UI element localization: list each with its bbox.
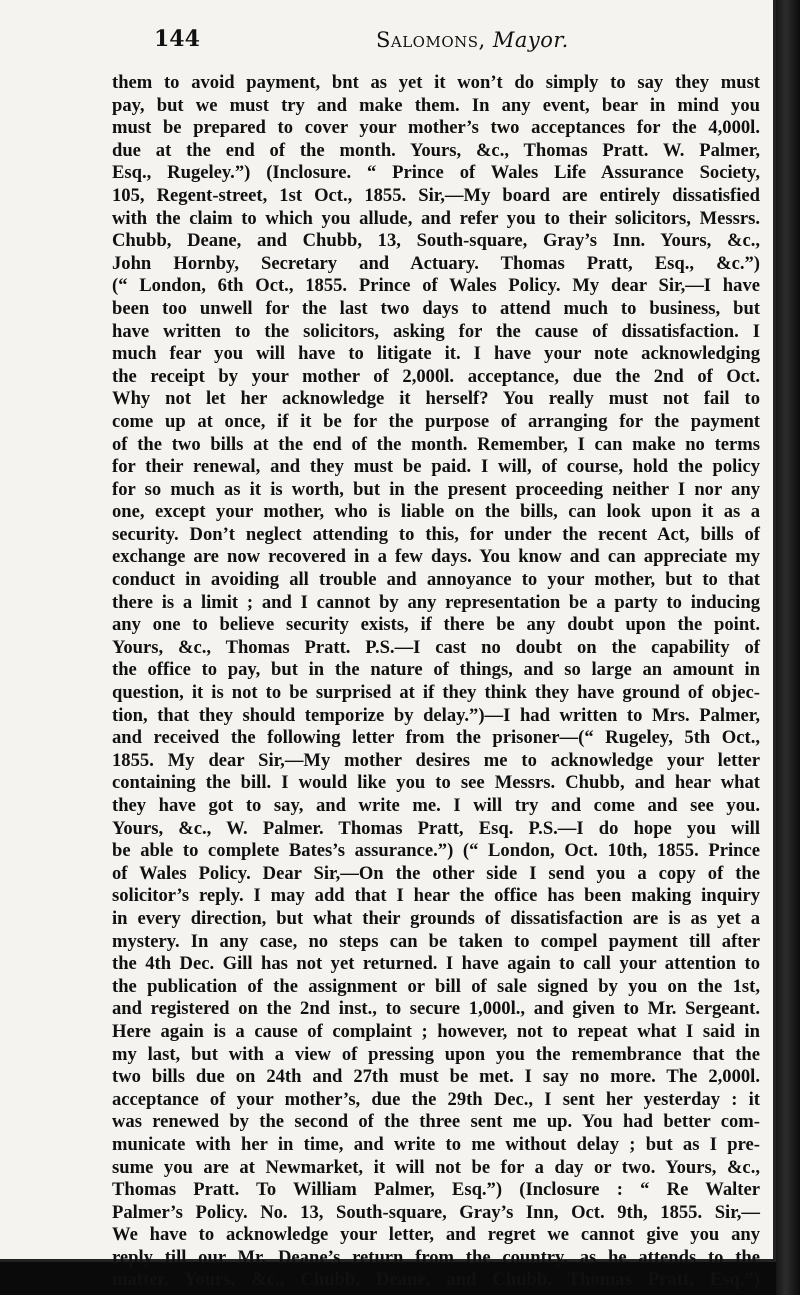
text-line: Why not let her acknowledge it herself? You really must not fail to (112, 388, 760, 410)
text-line: Esq., Rugeley.”) (Inclosure. “ Prince of Wales Life Assurance Society, (112, 162, 760, 184)
text-line: due at the end of the month. Yours, &c., Thomas Pratt. W. Palmer, (112, 139, 760, 161)
text-line: been too unwell for the last two days to attend much to business, but (112, 297, 760, 319)
text-line: solicitor’s reply. I may add that I hear the office has been making inquiry (112, 885, 760, 907)
text-line: and registered on the 2nd inst., to secure 1,000l., and given to Mr. Sergeant. (112, 998, 760, 1020)
text-line: Thomas Pratt. To William Palmer, Esq.”) (Inclosure : “ Re Walter (112, 1179, 760, 1201)
text-line: reply till our Mr. Deane’s return from the country, as he attends to the (112, 1246, 760, 1268)
text-line: be able to complete Bates’s assurance.”) (“ London, Oct. 10th, 1855. Prince (112, 840, 760, 862)
text-line: come up at once, if it be for the purpose of arranging for the payment (112, 410, 760, 432)
text-line: We have to acknowledge your letter, and regret we cannot give you any (112, 1224, 760, 1246)
text-line: John Hornby, Secretary and Actuary. Thomas Pratt, Esq., &c.”) (112, 252, 760, 274)
text-line: Here again is a cause of complaint ; however, not to repeat what I said in (112, 1020, 760, 1042)
text-line: my last, but with a view of pressing upon you the remembrance that the (112, 1043, 760, 1065)
text-line: pay, but we must try and make them. In any event, bear in mind you (112, 94, 760, 116)
text-line: (“ London, 6th Oct., 1855. Prince of Wales Policy. My dear Sir,—I have (112, 275, 760, 297)
text-line: acceptance of your mother’s, due the 29th Dec., I sent her yesterday : it (112, 1088, 760, 1110)
running-head-title: Mayor. (492, 28, 569, 52)
page-header (150, 26, 733, 58)
text-line: for so much as it is worth, but in the present proceeding neither I nor any (112, 478, 760, 500)
text-line: the publication of the assignment or bill of sale signed by you on the 1st, (112, 975, 760, 997)
text-line: 105, Regent-street, 1st Oct., 1855. Sir,—My board are entirely dissatisfied (112, 184, 760, 206)
text-line: the receipt by your mother of 2,000l. acceptance, due the 2nd of Oct. (112, 365, 760, 387)
text-line: the office to pay, but in the nature of things, and so large an amount in (112, 659, 760, 681)
text-line: containing the bill. I would like you to see Messrs. Chubb, and hear what (112, 772, 760, 794)
text-line: sume you are at Newmarket, it will not be for a day or two. Yours, &c., (112, 1156, 760, 1178)
text-line: conduct in avoiding all trouble and annoyance to your mother, but to that (112, 569, 760, 591)
body-text (112, 72, 760, 1292)
running-head (376, 28, 569, 52)
text-line: Yours, &c., Thomas Pratt. P.S.—I cast no doubt on the capability of (112, 636, 760, 658)
text-line: in every direction, but what their grounds of dissatisfaction are is as yet a (112, 907, 760, 929)
text-line: 1855. My dear Sir,—My mother desires me to acknowledge your letter (112, 749, 760, 771)
text-line: one, except your mother, who is liable on the bills, can look upon it as a (112, 501, 760, 523)
text-line: of the two bills at the end of the month. Remember, I can make no terms (112, 433, 760, 455)
text-line: much fear you will have to litigate it. I have your note acknowledging (112, 343, 760, 365)
text-line: for their renewal, and they must be paid. I will, of course, hold the policy (112, 456, 760, 478)
running-head-name: Salomons, (376, 28, 486, 52)
text-line: must be prepared to cover your mother’s two acceptances for the 4,000l. (112, 117, 760, 139)
page-number: 144 (154, 26, 200, 52)
text-line: have written to the solicitors, asking for the cause of dissatisfaction. I (112, 320, 760, 342)
text-line: any one to believe security exists, if there be any doubt upon the point. (112, 614, 760, 636)
text-line: exchange are now recovered in a few days. You know and can appreciate my (112, 546, 760, 568)
text-line: Chubb, Deane, and Chubb, 13, South-square, Gray’s Inn. Yours, &c., (112, 230, 760, 252)
text-line: them to avoid payment, bnt as yet it won’t do simply to say they must (112, 72, 760, 93)
text-line: the 4th Dec. Gill has not yet returned. I have again to call your attention to (112, 953, 760, 975)
text-line: tion, that they should temporize by delay.”)—I had written to Mrs. Palmer, (112, 704, 760, 726)
text-line: matter. Yours, &c., Chubb, Deane, and Chubb. Thomas Pratt, Esq.”) (112, 1269, 760, 1291)
text-line: was renewed by the second of the three sent me up. You had better com- (112, 1111, 760, 1133)
text-line: and received the following letter from the prisoner—(“ Rugeley, 5th Oct., (112, 727, 760, 749)
text-line: with the claim to which you allude, and refer you to their solicitors, Messrs. (112, 207, 760, 229)
text-line: there is a limit ; and I cannot by any representation be a party to inducing (112, 591, 760, 613)
text-line: question, it is not to be surprised at if they think they have ground of objec- (112, 682, 760, 704)
book-gutter (776, 0, 800, 1295)
text-line: two bills due on 24th and 27th must be met. I say no more. The 2,000l. (112, 1066, 760, 1088)
text-line: they have got to say, and write me. I will try and come and see you. (112, 795, 760, 816)
text-line: Yours, &c., W. Palmer. Thomas Pratt, Esq. P.S.—I do hope you will (112, 817, 760, 839)
text-line: mystery. In any case, no steps can be taken to compel payment till after (112, 930, 760, 952)
text-line: municate with her in time, and write to me without delay ; but as I pre- (112, 1133, 760, 1155)
text-line: security. Don’t neglect attending to this, for under the recent Act, bills of (112, 523, 760, 545)
text-line: Palmer’s Policy. No. 13, South-square, Gray’s Inn, Oct. 9th, 1855. Sir,— (112, 1201, 760, 1223)
text-line: of Wales Policy. Dear Sir,—On the other side I send you a copy of the (112, 862, 760, 884)
